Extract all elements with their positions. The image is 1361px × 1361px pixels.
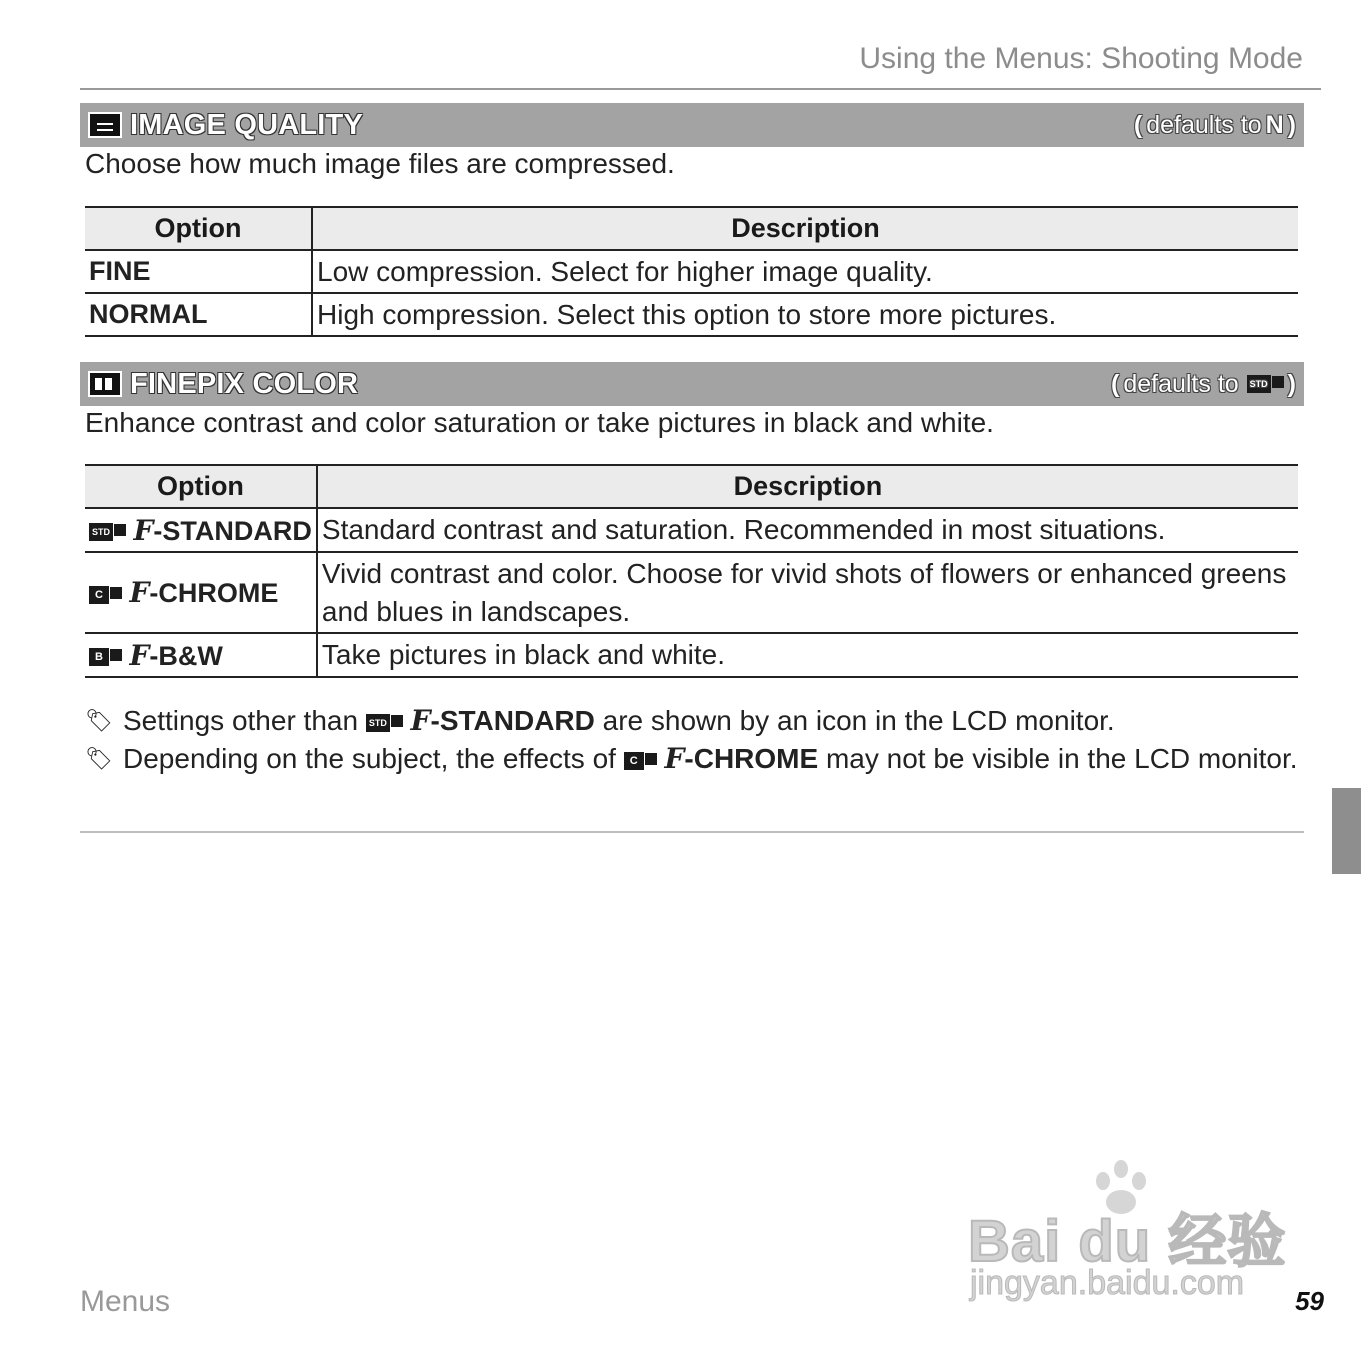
note-bullet-icon: 🏷 — [85, 708, 113, 733]
image-quality-bar — [80, 103, 1304, 147]
watermark-url: jingyan.baidu.com — [970, 1264, 1245, 1302]
film-std-icon: STD — [366, 714, 403, 732]
default-prefix: defaults to — [1146, 110, 1262, 139]
table-row — [85, 250, 1298, 293]
description-cell: Take pictures in black and white. — [317, 633, 1298, 677]
image-quality-title-text: IMAGE QUALITY — [130, 108, 363, 141]
section-end-rule — [80, 831, 1304, 833]
finepix-color-title-text: FINEPIX COLOR — [130, 367, 359, 400]
finepix-color-intro: Enhance contrast and color saturation or take pictures in black and white. — [85, 407, 994, 438]
finepix-color-table — [85, 464, 1298, 678]
table-row — [85, 508, 1298, 552]
description-cell: Vivid contrast and color. Choose for vivid shots of flowers or enhanced greens and blues in landscapes. — [317, 552, 1298, 633]
option-cell — [85, 552, 317, 633]
page-number: 59 — [1295, 1286, 1324, 1316]
table-header-row — [85, 465, 1298, 508]
note-bullet-icon: 🏷 — [85, 746, 113, 771]
option-cell: FINE — [85, 250, 312, 293]
option-cell — [85, 633, 317, 677]
option-label: -B&W — [149, 640, 223, 671]
option-label: -CHROME — [149, 578, 279, 608]
f-logo-icon: F — [664, 742, 685, 775]
finepix-color-icon — [88, 371, 122, 397]
option-cell — [85, 508, 317, 552]
notes-list — [85, 702, 1298, 778]
note-item: 🏷 Depending on the subject, the effects of C F-CHROME may not be visible in the LCD monitor. — [85, 740, 1298, 778]
default-prefix: defaults to — [1123, 369, 1239, 398]
column-header-option: Option — [85, 465, 317, 508]
film-std-icon: STD — [89, 523, 126, 541]
running-head: Using the Menus: Shooting Mode — [859, 42, 1303, 75]
finepix-color-bar — [80, 362, 1304, 406]
column-header-description: Description — [317, 465, 1298, 508]
image-quality-icon — [88, 112, 122, 138]
f-logo-icon: F — [129, 638, 150, 672]
header-rule — [80, 88, 1321, 90]
f-logo-icon: F — [410, 704, 431, 737]
table-row — [85, 293, 1298, 336]
film-chrome-icon: C — [89, 586, 122, 604]
note-item: 🏷 Settings other than STD F-STANDARD are shown by an icon in the LCD monitor. — [85, 702, 1298, 740]
column-header-option: Option — [85, 207, 312, 250]
finepix-color-title — [88, 368, 358, 401]
film-std-icon: STD — [1247, 375, 1284, 393]
finepix-color-default: ( defaults to STD ) — [1110, 369, 1296, 398]
option-cell: NORMAL — [85, 293, 312, 336]
image-quality-intro: Choose how much image files are compressed. — [85, 148, 675, 179]
image-quality-table — [85, 206, 1298, 337]
f-logo-icon: F — [129, 576, 150, 609]
description-cell: Low compression. Select for higher image quality. — [312, 250, 1298, 293]
baidu-watermark — [968, 1158, 1287, 1308]
description-cell: Standard contrast and saturation. Recommended in most situations. — [317, 508, 1298, 552]
table-row — [85, 633, 1298, 677]
option-label: -STANDARD — [153, 515, 312, 546]
film-bw-icon: B — [89, 648, 122, 666]
description-cell: High compression. Select this option to store more pictures. — [312, 293, 1298, 336]
film-chrome-icon: C — [624, 752, 657, 770]
table-header-row — [85, 207, 1298, 250]
image-quality-default: ( defaults to N ) — [1133, 110, 1296, 139]
watermark-text: Bai du 经验 — [968, 1209, 1287, 1274]
default-value: N — [1265, 110, 1284, 139]
table-row — [85, 552, 1298, 633]
image-quality-title — [88, 109, 363, 142]
chapter-thumb-tab — [1332, 788, 1361, 874]
footer-section: Menus — [80, 1285, 171, 1318]
f-logo-icon: F — [133, 513, 154, 547]
column-header-description: Description — [312, 207, 1298, 250]
